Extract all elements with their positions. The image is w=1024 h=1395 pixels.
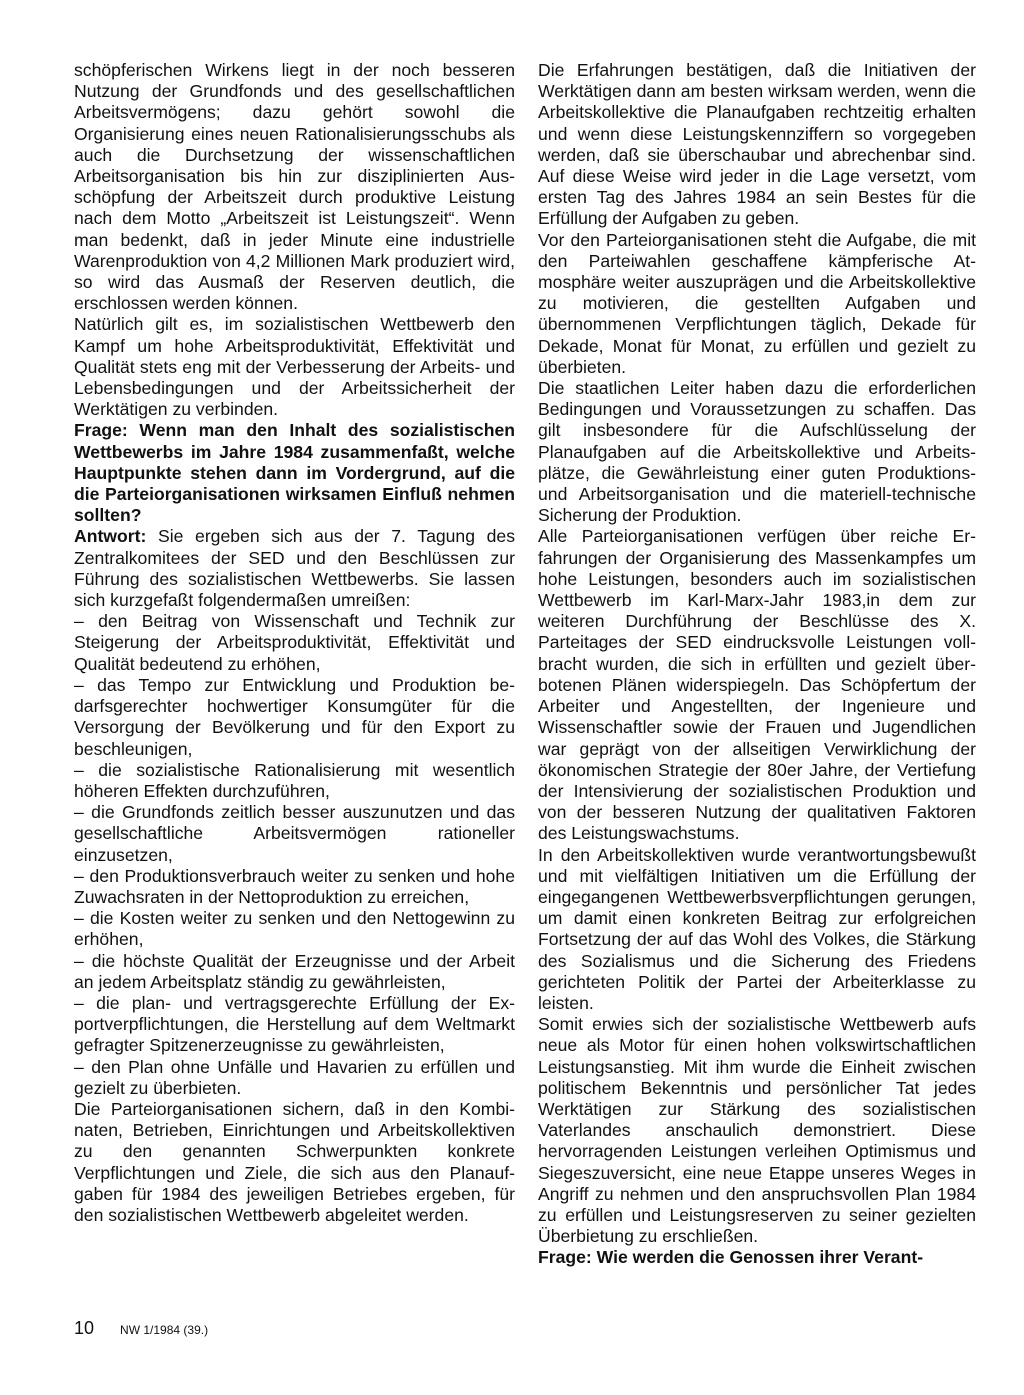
answer-text: Sie ergeben sich aus der 7. Tagung des Zentralkomitees der SED und den Beschlüssen zur Führung des sozialistischen Wettbewerbs. Sie lassen sich kurzgefaßt folgendermaßen umreißen: <box>74 526 515 611</box>
paragraph-working-conditions: Natürlich gilt es, im sozialistischen Wettbewerb den Kampf um hohe Arbeitsproduktivität, Effektivität und Qualität stets eng mit der Verbesserung der Arbeits- und Lebensbedingungen und der Arbeitssicherheit der Werktätigen zu verbinden. <box>74 314 515 420</box>
paragraph-competition: Somit erwies sich der sozialistische Wettbewerb aufs neue als Motor für einen hohen volkswirtschaftlichen Leistungsanstieg. Mit ihm wurde die Einheit zwischen politischem Bekenntnis und persönlicher Tat jedes Werktätigen zur Stärkung des sozialistischen Vaterlandes anschaulich demonstriert. Diese hervorragenden Leistungen verleihen Optimismus und Siegeszuversicht, eine neue Etappe unseres Weges in Angriff zu nehmen und den anspruchsvollen Plan 1984 zu erfüllen und Leistungsreserven zu seiner gezielten Überbietung zu erschließen. <box>538 1014 976 1247</box>
list-item: – den Beitrag von Wissenschaft und Technik zur Steigerung der Arbeitsproduktivität, Effektivität und Qualität bedeutend zu erhöhen, <box>74 611 515 674</box>
page-number: 10 <box>74 1318 95 1338</box>
paragraph-work-collectives: In den Arbeitskollektiven wurde verantwortungsbewußt und mit vielfältigen Initiativen um die Erfüllung der eingegangenen Wettbewerbsverpflichtungen gerungen, um damit einen konkreten Beitrag zur erfolgreichen Fortsetzung der auf das Wohl des Volkes, die Stärkung des Sozialismus und die Sicherung des Friedens gerichteten Politik der Partei der Arbeiterklasse zu leisten. <box>538 844 976 1013</box>
list-item: – die Kosten weiter zu senken und den Nettogewinn zu erhöhen, <box>74 908 515 950</box>
list-item: – den Produktionsverbrauch weiter zu senken und hohe Zuwachsraten in der Nettoproduktion zu erreichen, <box>74 865 515 907</box>
paragraph-party-experience: Alle Parteiorganisationen verfügen über reiche Erfahrungen der Organisierung des Massenkampfes um hohe Leistungen, besonders auch im sozialistischen Wettbewerb im Karl-Marx-Jahr 1983,in dem zur weiteren Durchführung der Beschlüsse des X. Parteitages der SED eindrucksvolle Leistungen vollbracht wurden, die sich in erfüllten und gezielt überbotenen Plänen widerspiegeln. Das Schöpfertum der Arbeiter und Angestellten, der Ingenieure und Wissenschaftler sowie der Frauen und Jugendlichen war geprägt von der allseitigen Verwirklichung der ökonomischen Strategie der 80er Jahre, der Vertiefung der Intensivierung der sozialistischen Produktion und von der besseren Nutzung der qualitativen Faktoren des Leistungswachstums. <box>538 526 976 844</box>
list-item: – den Plan ohne Unfälle und Havarien zu erfüllen und gezielt zu überbieten. <box>74 1056 515 1098</box>
page-footer <box>74 1318 208 1339</box>
interview-answer <box>74 526 515 611</box>
list-item: – die plan- und vertragsgerechte Erfüllung der Exportverpflichtungen, die Herstellung auf dem Weltmarkt gefragter Spitzenerzeugnisse zu gewährleisten, <box>74 992 515 1056</box>
paragraph-closing: Die Parteiorganisationen sichern, daß in den Kombinaten, Betrieben, Einrichtungen und Arbeitskollektiven zu den genannten Schwerpunkten konkrete Verpflichtungen und Ziele, die sich aus den Planaufgaben für 1984 des jeweiligen Betriebes ergeben, für den sozialistischen Wettbewerb abgeleitet werden. <box>74 1098 515 1225</box>
paragraph-intro: schöpferischen Wirkens liegt in der noch besseren Nutzung der Grundfonds und des gesellschaftlichen Arbeitsvermögens; dazu gehört sowohl die Organisierung eines neuen Rationalisierungsschubs als auch die Durchsetzung der wissenschaftlichen Arbeitsorganisation bis hin zur disziplinierten Ausschöpfung der Arbeitszeit durch produktive Leistung nach dem Motto „Arbeitszeit ist Leistungszeit“. Wenn man bedenkt, daß in jeder Minute eine industrielle Warenproduktion von 4,2 Millionen Mark produziert wird, so wird das Ausmaß der Reserven deutlich, die erschlossen werden können. <box>74 60 515 314</box>
list-item: – die höchste Qualität der Erzeugnisse und der Arbeit an jedem Arbeitsplatz ständig zu gewährleisten, <box>74 950 515 992</box>
issue-reference: NW 1/1984 (39.) <box>120 1323 209 1337</box>
right-column <box>538 60 976 1269</box>
answer-label: Antwort: <box>74 526 147 547</box>
interview-question-continued: Frage: Wie werden die Genossen ihrer Verant- <box>538 1247 924 1268</box>
left-column <box>74 60 515 1226</box>
list-item: – das Tempo zur Entwicklung und Produktion bedarfsgerechter hochwertiger Konsumgüter für die Versorgung der Bevölkerung und für den Export zu beschleunigen, <box>74 674 515 759</box>
interview-question: Frage: Wenn man den Inhalt des sozialistischen Wettbewerbs im Jahre 1984 zusammenfaßt, welche Hauptpunkte stehen dann im Vordergrund, auf die die Parteiorganisationen wirksamen Einfluß nehmen sollten? <box>74 420 515 526</box>
paragraph-party-task: Vor den Parteiorganisationen steht die Aufgabe, die mit den Parteiwahlen geschaffene kämpferische Atmosphäre weiter auszuprägen und die Arbeitskollektive zu motivieren, die gestellten Aufgaben und übernommenen Verpflichtungen täglich, Dekade für Dekade, Monat für Monat, zu erfüllen und gezielt zu überbieten. <box>538 229 976 377</box>
priority-list <box>74 611 515 1099</box>
list-item: – die Grundfonds zeitlich besser auszunutzen und das gesellschaftliche Arbeitsvermögen rationeller einzusetzen, <box>74 802 515 865</box>
paragraph-state-leaders: Die staatlichen Leiter haben dazu die erforderlichen Bedingungen und Voraussetzungen zu schaffen. Das gilt insbesondere für die Aufschlüsselung der Planaufgaben auf die Arbeitskollektive und Arbeitsplätze, die Gewährleistung einer guten Produktions- und Arbeitsorganisation und die materiell-technische Sicherung der Produktion. <box>538 378 976 526</box>
list-item: – die sozialistische Rationalisierung mit wesentlich höheren Effekten durchzuführen, <box>74 759 515 801</box>
paragraph-experience: Die Erfahrungen bestätigen, daß die Initiativen der Werktätigen dann am besten wirksam werden, wenn die Arbeitskollektive die Planaufgaben rechtzeitig erhalten und wenn diese Leistungskennziffern so vorgegeben werden, daß sie überschaubar und abrechenbar sind. Auf diese Weise wird jeder in die Lage versetzt, vom ersten Tag des Jahres 1984 an sein Bestes für die Erfüllung der Aufgaben zu geben. <box>538 60 976 229</box>
